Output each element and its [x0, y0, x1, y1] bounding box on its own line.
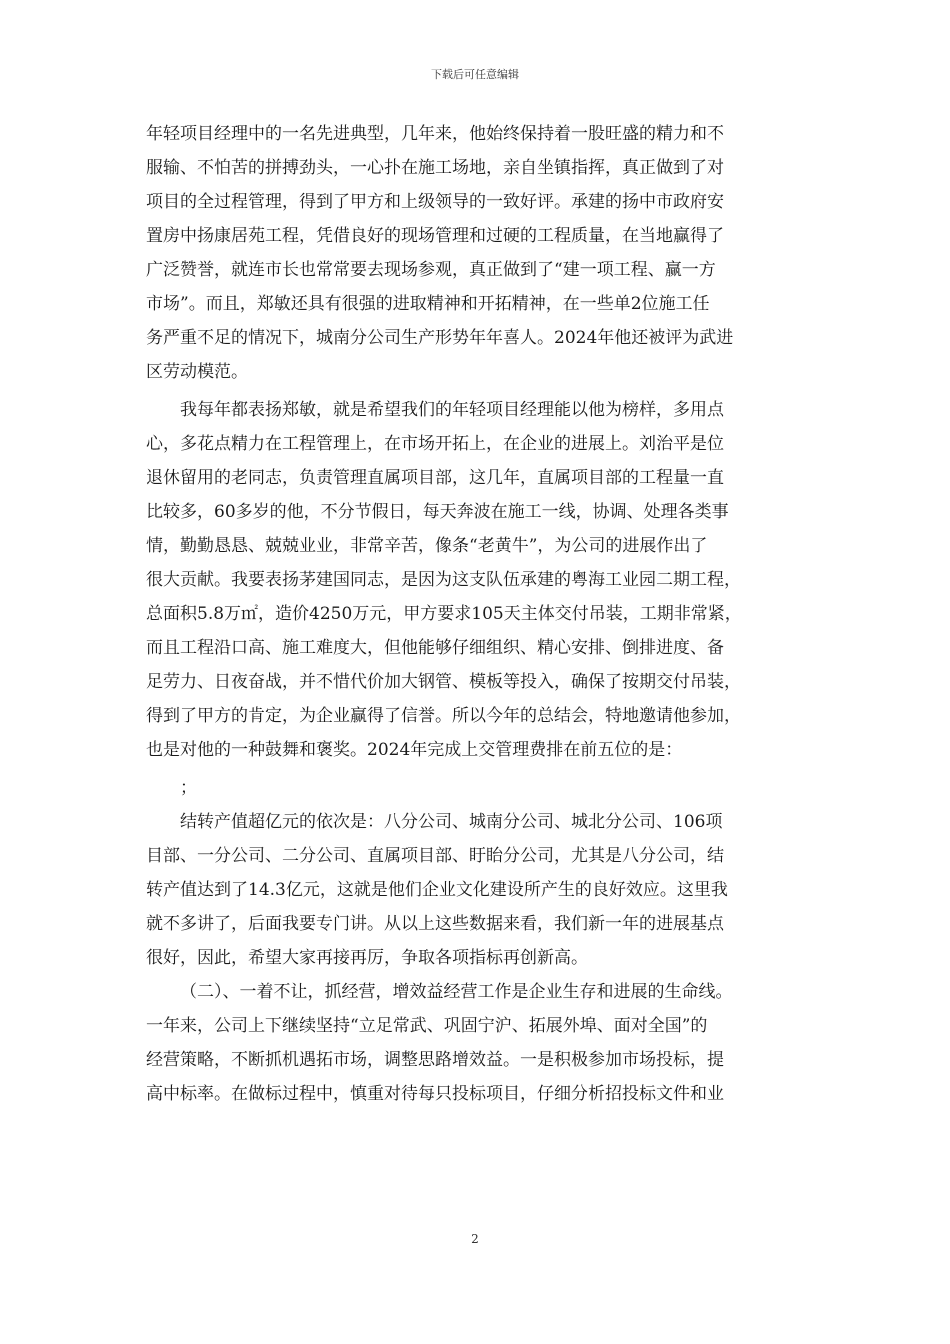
text-line: 转产值达到了14.3亿元，这就是他们企业文化建设所产生的良好效应。这里我 — [146, 880, 728, 900]
text-line: ； — [180, 778, 197, 798]
text-line: 目部、一分公司、二分公司、直属项目部、盱眙分公司，尤其是八分公司，结 — [146, 846, 724, 866]
page-number: 2 — [471, 1232, 479, 1246]
text-line: 我每年都表扬郑敏，就是希望我们的年轻项目经理能以他为榜样，多用点 — [180, 400, 724, 420]
text-line: 高中标率。在做标过程中，慎重对待每只投标项目，仔细分析招投标文件和业 — [146, 1084, 724, 1104]
text-line: 服输、不怕苦的拼搏劲头，一心扑在施工场地，亲自坐镇指挥，真正做到了对 — [146, 158, 724, 178]
text-line: 年轻项目经理中的一名先进典型，几年来，他始终保持着一股旺盛的精力和不 — [146, 124, 724, 144]
text-line: 退休留用的老同志，负责管理直属项目部，这几年，直属项目部的工程量一直 — [146, 468, 724, 488]
text-line: 得到了甲方的肯定，为企业赢得了信誉。所以今年的总结会，特地邀请他参加， — [146, 706, 741, 726]
text-line: 也是对他的一种鼓舞和褒奖。2024年完成上交管理费排在前五位的是： — [146, 740, 683, 760]
text-line: 区劳动模范。 — [146, 362, 248, 382]
text-line: 务严重不足的情况下，城南分公司生产形势年年喜人。2024年他还被评为武进 — [146, 328, 734, 348]
text-line: 情，勤勤恳恳、兢兢业业，非常辛苦，像条“老黄牛”，为公司的进展作出了 — [146, 536, 708, 556]
text-line: 很好，因此，希望大家再接再厉，争取各项指标再创新高。 — [146, 948, 588, 968]
text-line: 项目的全过程管理，得到了甲方和上级领导的一致好评。承建的扬中市政府安 — [146, 192, 724, 212]
document-body — [146, 117, 810, 1111]
text-line: 足劳力、日夜奋战，并不惜代价加大钢管、模板等投入，确保了按期交付吊装， — [146, 672, 741, 692]
text-line: 一年来，公司上下继续坚持“立足常武、巩固宁沪、拓展外埠、面对全国”的 — [146, 1016, 708, 1036]
text-line: 心，多花点精力在工程管理上，在市场开拓上，在企业的进展上。刘治平是位 — [146, 434, 724, 454]
text-line: 很大贡献。我要表扬茅建国同志，是因为这支队伍承建的粤海工业园二期工程， — [146, 570, 741, 590]
text-line: 置房中扬康居苑工程，凭借良好的现场管理和过硬的工程质量，在当地赢得了 — [146, 226, 724, 246]
text-line: 经营策略，不断抓机遇拓市场，调整思路增效益。一是积极参加市场投标，提 — [146, 1050, 724, 1070]
text-line: 而且工程沿口高、施工难度大，但他能够仔细组织、精心安排、倒排进度、备 — [146, 638, 724, 658]
page-header: 下载后可任意编辑 — [431, 68, 519, 81]
text-line: 就不多讲了，后面我要专门讲。从以上这些数据来看，我们新一年的进展基点 — [146, 914, 724, 934]
text-line: 市场”。而且，郑敏还具有很强的进取精神和开拓精神，在一些单2位施工任 — [146, 294, 710, 314]
text-line: 比较多，60多岁的他，不分节假日，每天奔波在施工一线，协调、处理各类事 — [146, 502, 729, 522]
text-line: 广泛赞誉，就连市长也常常要去现场参观，真正做到了“建一项工程、赢一方 — [146, 260, 716, 280]
text-line: （二）、一着不让，抓经营，增效益经营工作是企业生存和进展的生命线。 — [180, 982, 733, 1002]
text-line: 结转产值超亿元的依次是：八分公司、城南分公司、城北分公司、106项 — [180, 812, 723, 832]
text-line: 总面积5.8万㎡，造价4250万元，甲方要求105天主体交付吊装，工期非常紧， — [146, 604, 742, 624]
